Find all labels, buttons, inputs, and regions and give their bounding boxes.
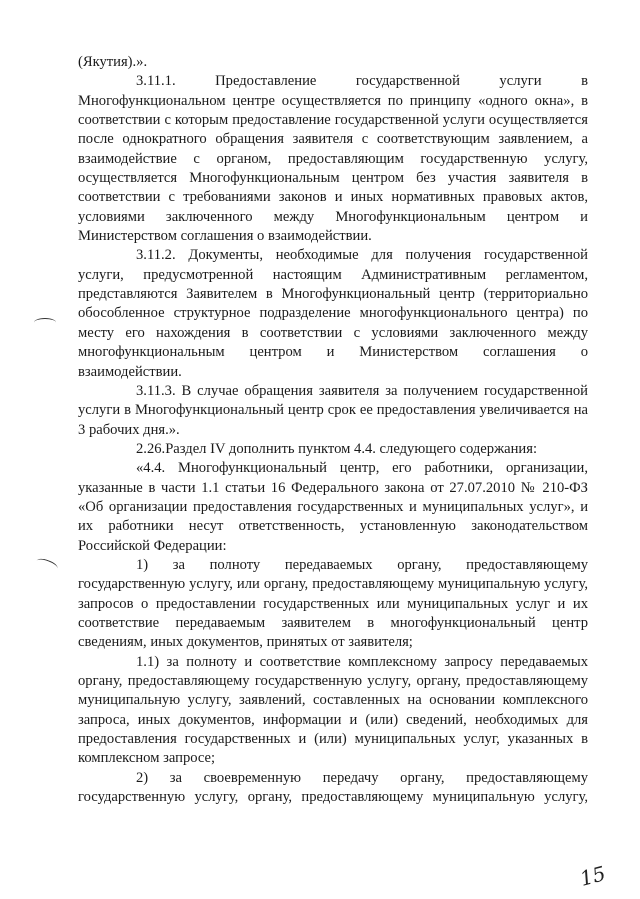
- paragraph-item-1: 1) за полноту передаваемых органу, предоставляющему государственную услугу, или органу, предоставляющему муниципальную услугу, запросов о предоставлении государственных или муниципальных услуг и их соответствие передаваемым заявителем в многофункциональный центр сведениям, иных документов, принятых от заявителя;: [78, 556, 588, 651]
- margin-mark-icon: [34, 318, 56, 327]
- margin-mark-icon: [35, 557, 59, 573]
- paragraph-2-26: 2.26.Раздел IV дополнить пунктом 4.4. следующего содержания:: [136, 440, 538, 457]
- paragraph-4-4: «4.4. Многофункциональный центр, его работники, организации, указанные в части 1.1 статьи 16 Федерального закона от 27.07.2010 № 210-ФЗ «Об организации предоставления государственных и муниципальных услуг», и их работники несут ответственность, установленную законодательством Российской Федерации:: [78, 460, 588, 554]
- paragraph-continuation: (Якутия).».: [78, 54, 148, 70]
- paragraph-3-11-2: 3.11.2. Документы, необходимые для получения государственной услуги, предусмотренной настоящим Административным регламентом, представляются Заявителем в Многофункциональный центр (территориально обособленное структурное подразделение многофункционального центра) по месту его нахождения в соответствии с условиями заключенного между многофункциональным центром и Министерством соглашения о взаимодействии.: [78, 247, 588, 380]
- paragraph-3-11-1: 3.11.1. Предоставление государственной услуги в Многофункциональном центре осуществляется по принципу «одного окна», в соответствии с которым предоставление государственной услуги осуществляется после однократного обращения заявителя с соответствующим заявлением, а взаимодействие с органом, предоставляющим государственную услугу, осуществляется Многофункциональным центром без участия заявителя в соответствии с требованиями законов и иных нормативных правовых актов, условиями заключенного между Многофункциональным центром и Министерством соглашения о взаимодействии.: [78, 73, 588, 245]
- paragraph-item-2: 2) за своевременную передачу органу, предоставляющему государственную услугу, органу, предоставляющему муниципальную услугу,: [78, 769, 588, 806]
- page-number-handwritten: 15: [577, 861, 609, 891]
- document-page: [78, 53, 588, 807]
- paragraph-3-11-3: 3.11.3. В случае обращения заявителя за получением государственной услуги в Многофункциональный центр срок ее предоставления увеличивается на 3 рабочих дня.».: [78, 382, 588, 438]
- paragraph-item-1-1: 1.1) за полноту и соответствие комплексному запросу передаваемых органу, предоставляющему государственную услугу, органу, предоставляющему муниципальную услугу, заявлений, составленных на основании комплексного запроса, иных документов, информации и (или) сведений, необходимых для предоставления государственных и (или) муниципальных услуг, указанных в комплексном запросе;: [78, 653, 588, 767]
